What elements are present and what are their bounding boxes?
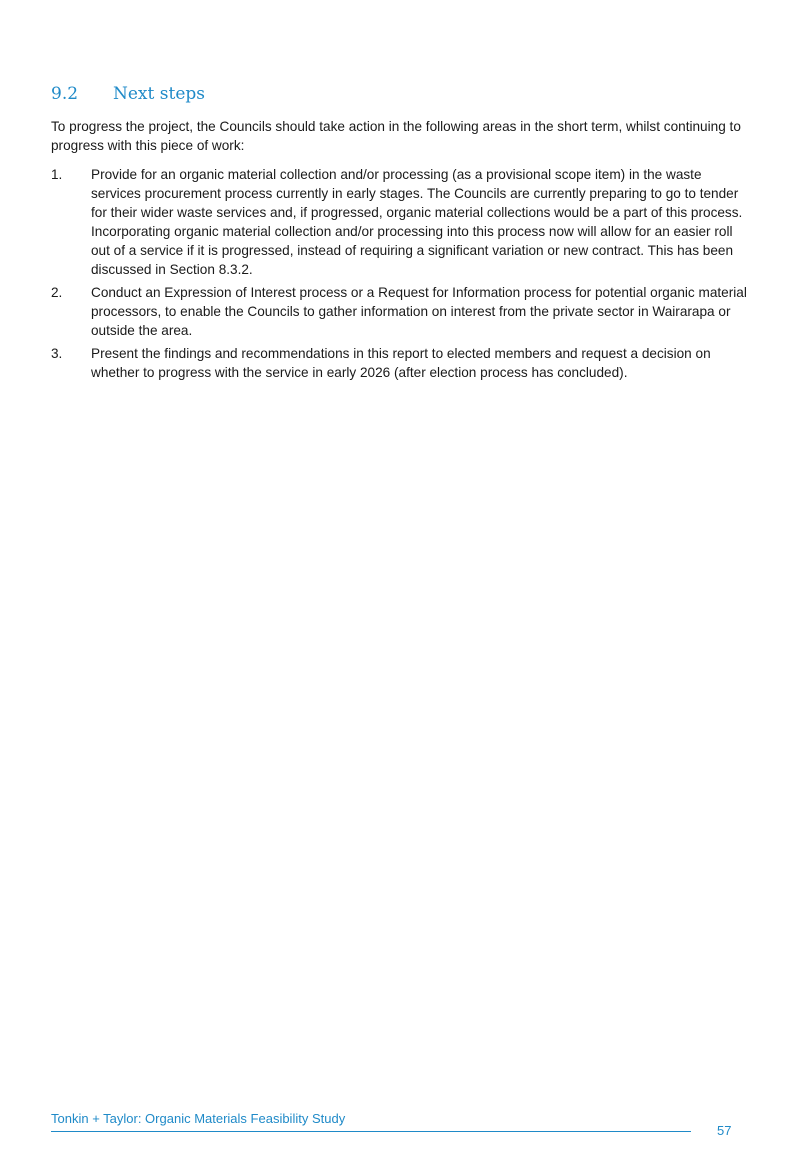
list-item	[51, 344, 751, 382]
section-heading	[51, 84, 205, 104]
footer-title: Tonkin + Taylor: Organic Materials Feasibility Study	[51, 1111, 346, 1126]
next-steps-list	[51, 165, 751, 386]
list-item	[51, 283, 751, 340]
page-number: 57	[717, 1123, 732, 1138]
list-item-number: 3.	[51, 346, 63, 361]
list-item-text: Present the findings and recommendations in this report to elected members and request a decision on whether to progress with the service in early 2026 (after election process has concluded).	[91, 346, 711, 380]
intro-paragraph: To progress the project, the Councils should take action in the following areas in the short term, whilst continuing to progress with this piece of work:	[51, 119, 741, 153]
section-title: Next steps	[113, 84, 205, 104]
list-item-number: 2.	[51, 285, 63, 300]
list-item-number: 1.	[51, 167, 63, 182]
list-item-text: Conduct an Expression of Interest process or a Request for Information process for potential organic material processors, to enable the Councils to gather information on interest from the private sector in Wairarapa or outside the area.	[91, 285, 747, 338]
section-number: 9.2	[51, 84, 79, 104]
list-item-text: Provide for an organic material collection and/or processing (as a provisional scope item) in the waste services procurement process currently in early stages. The Councils are currently preparing to go to tender for their wider waste services and, if progressed, organic material collections would be a part of this process. Incorporating organic material collection and/or processing into this process now will allow for an easier roll out of a service if it is progressed, instead of requiring a significant variation or new contract. This has been discussed in Section 8.3.2.	[91, 167, 743, 277]
footer-divider	[51, 1131, 691, 1132]
list-item	[51, 165, 751, 279]
